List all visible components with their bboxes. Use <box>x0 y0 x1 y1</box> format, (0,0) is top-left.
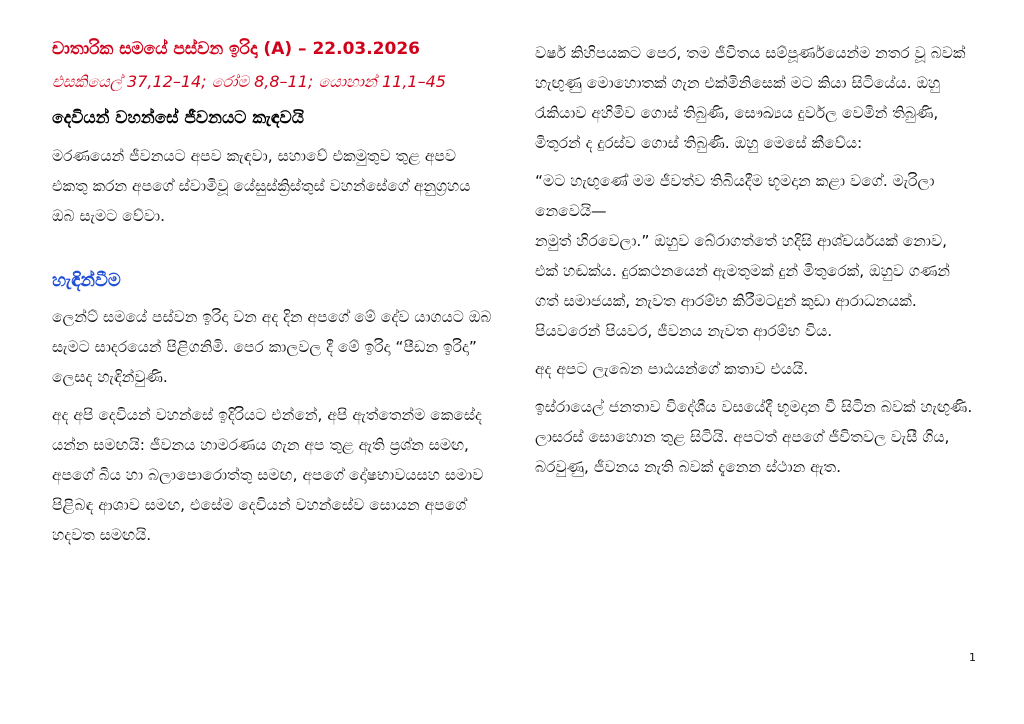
quote-line-1: “මට හැඟුණේ මම ජීවත්ව තිබියදීම භූමදාන කළා වගේ. මැරිලා නෙවෙයි— <box>535 172 935 220</box>
sermon-subtitle: දෙවියන් වහන්සේ ජීවනයට කැඳවයි <box>52 107 304 128</box>
intro-paragraph-2: අද අපි දෙවියන් වහන්සේ ඉදිරියට එන්නේ, අපි ඇත්තෙන්ම කෙසේද යන්න සමඟයි: ජීවනය හාමරණය ගැන අප තුළ ඇති ප්‍රශ්න සමඟ, අපගේ බිය හා බලාපොරොත්තු සමඟ, අපගේ දෝෂභාවයසහ සමාව පිළිබඳ ආශාව සමඟ, එසේම දෙවියන් වහන්සේව සොයන අපගේ හදවත සමඟයි. <box>52 406 484 545</box>
quote-line-2: නමුත් හිරවෙලා.” ඔහුව බේරාගත්තේ හදිසි ආශ්චර්යයක් නොව, එක් හඬක්ය. දුරකථනයෙන් ඇමතුමක් දුන් මිතුරෙක්, ඔහුව ගණන් ගත් සමාජයක්, නැවත ආරම්භ කිරීමටදුන් කුඩා ආරාධනයක්. පියවරෙන් පියවර, ජීවනය නැවත ආරම්භ විය. <box>535 232 950 340</box>
left-column <box>52 38 492 558</box>
story-paragraph: වර්ෂ කිහිපයකට පෙර, තම ජීවිතය සම්පූර්ණයෙන්ම නතර වූ බවක් හැඟුණු මොහොතක් ගැන එක්මිනිසෙක් මට කියා සිටියේය. ඔහු රැකියාව අහිමිව ගොස් තිබුණි, සෞඛ්‍යය දුර්වල වෙමින් තිබුණි, මිතුරන් ද දුරස්ව ගොස් තිබුණි. ඔහු මෙසේ කීවේය: <box>535 44 966 152</box>
sermon-title: චාතාරික සමයේ පස්වන ඉරිදා (A) – 22.03.2026 <box>52 39 420 59</box>
scripture-readings: එසකියෙල් 37,12–14; රෝම 8,8–11; යොහාන් 11,1–45 <box>52 72 446 92</box>
section-heading-introduction: හැඳින්වීම <box>52 269 121 291</box>
page-number: 1 <box>969 651 976 664</box>
israel-lazarus-paragraph: ඉස්රායෙල් ජනතාව විදේශීය වසයේදී භූමදාන වී සිටින බවක් හැඟුණි. ලාසරස් සොහොන තුළ සිටියි. අපටත් අපගේ ජීවිතවල වැසී ගිය, බරවුණු, ජීවනය නැති බවක් දැනෙන ස්ථාන ඇත. <box>535 398 973 476</box>
intro-paragraph-1: ලෙන්ට් සමයේ පස්වන ඉරිදා වන අද දින අපගේ මේ දේව යාගයට ඔබ සැමට සාදරයෙන් පිළිගනිමි. පෙර කාලවල දී මේ ඉරිදා “පීඩන ඉරිදා” ලෙසද හැඳින්වුණි. <box>52 308 492 387</box>
greeting-paragraph: මරණයෙන් ජීවනයට අපව කැඳවා, සහාවේ එකමුතුව තුළ අපව එකතු කරන අපගේ ස්වාමිවූ යේසුස්ක්‍රිස්තුස් වහන්සේගේ අනුග්‍රහය ඔබ සැමට වේවා. <box>52 146 471 225</box>
readings-story-paragraph: අද අපට ලැබෙන පාඨයන්ගේ කතාව එයයි. <box>535 360 809 378</box>
right-column <box>535 38 975 490</box>
